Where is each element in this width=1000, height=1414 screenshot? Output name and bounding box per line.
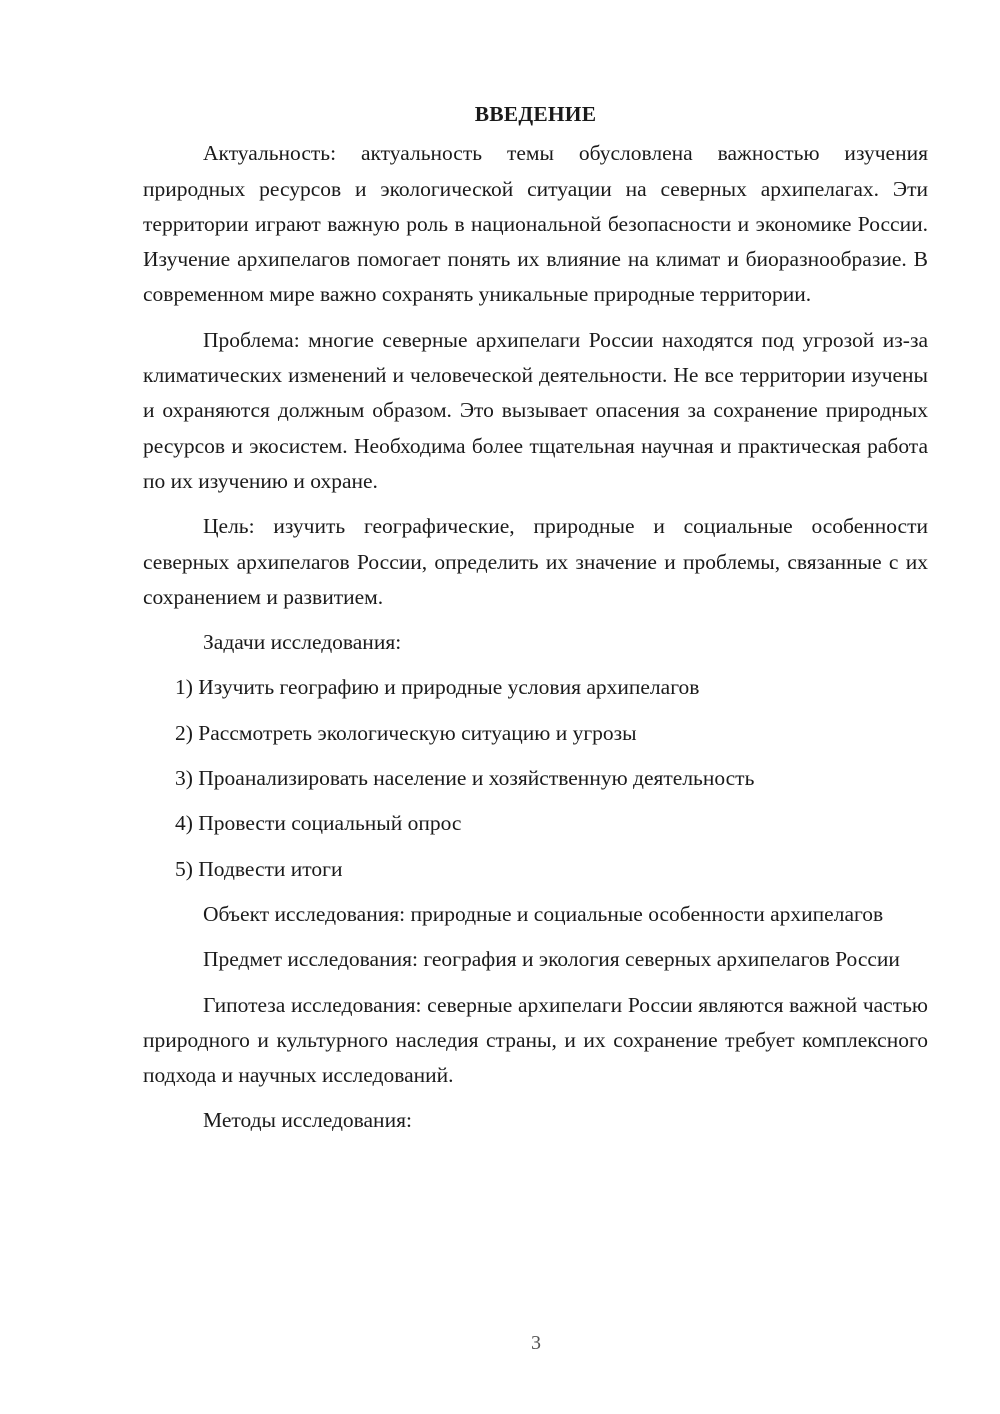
tasks-heading: Задачи исследования:: [203, 630, 402, 655]
document-page: [143, 97, 928, 1149]
task-item-5: 5) Подвести итоги: [175, 856, 343, 881]
relevance-paragraph: Актуальность: актуальность темы обусловлена важностью изучения природных ресурсов и экологической ситуации на северных архипелагах. Эти территории играют важную роль в национальной безопасности и экономике России. Изучение архипелагов помогает понять их влияние на климат и биоразнообразие. В современном мире важно сохранять уникальные природные территории.: [143, 141, 928, 307]
task-item-3: 3) Проанализировать население и хозяйственную деятельность: [175, 766, 755, 791]
task-item-2: 2) Рассмотреть экологическую ситуацию и угрозы: [175, 720, 637, 745]
object-paragraph: Объект исследования: природные и социальные особенности архипелагов: [203, 901, 884, 926]
hypothesis-paragraph: Гипотеза исследования: северные архипелаги России являются важной частью природного и культурного наследия страны, и их сохранение требует комплексного подхода и научных исследований.: [143, 992, 928, 1088]
problem-paragraph: Проблема: многие северные архипелаги России находятся под угрозой из-за климатических изменений и человеческой деятельности. Не все территории изучены и охраняются должным образом. Это вызывает опасения за сохранение природных ресурсов и экосистем. Необходима более тщательная научная и практическая работа по их изучению и охране.: [143, 327, 928, 493]
section-title: ВВЕДЕНИЕ: [474, 102, 597, 126]
subject-paragraph: Предмет исследования: география и экология северных архипелагов России: [203, 947, 900, 972]
methods-heading: Методы исследования:: [203, 1108, 412, 1133]
task-item-4: 4) Провести социальный опрос: [175, 811, 462, 836]
goal-paragraph: Цель: изучить географические, природные и социальные особенности северных архипелагов России, определить их значение и проблемы, связанные с их сохранением и развитием.: [143, 514, 928, 609]
task-item-1: 1) Изучить географию и природные условия архипелагов: [175, 675, 700, 700]
page-number: 3: [531, 1332, 541, 1354]
